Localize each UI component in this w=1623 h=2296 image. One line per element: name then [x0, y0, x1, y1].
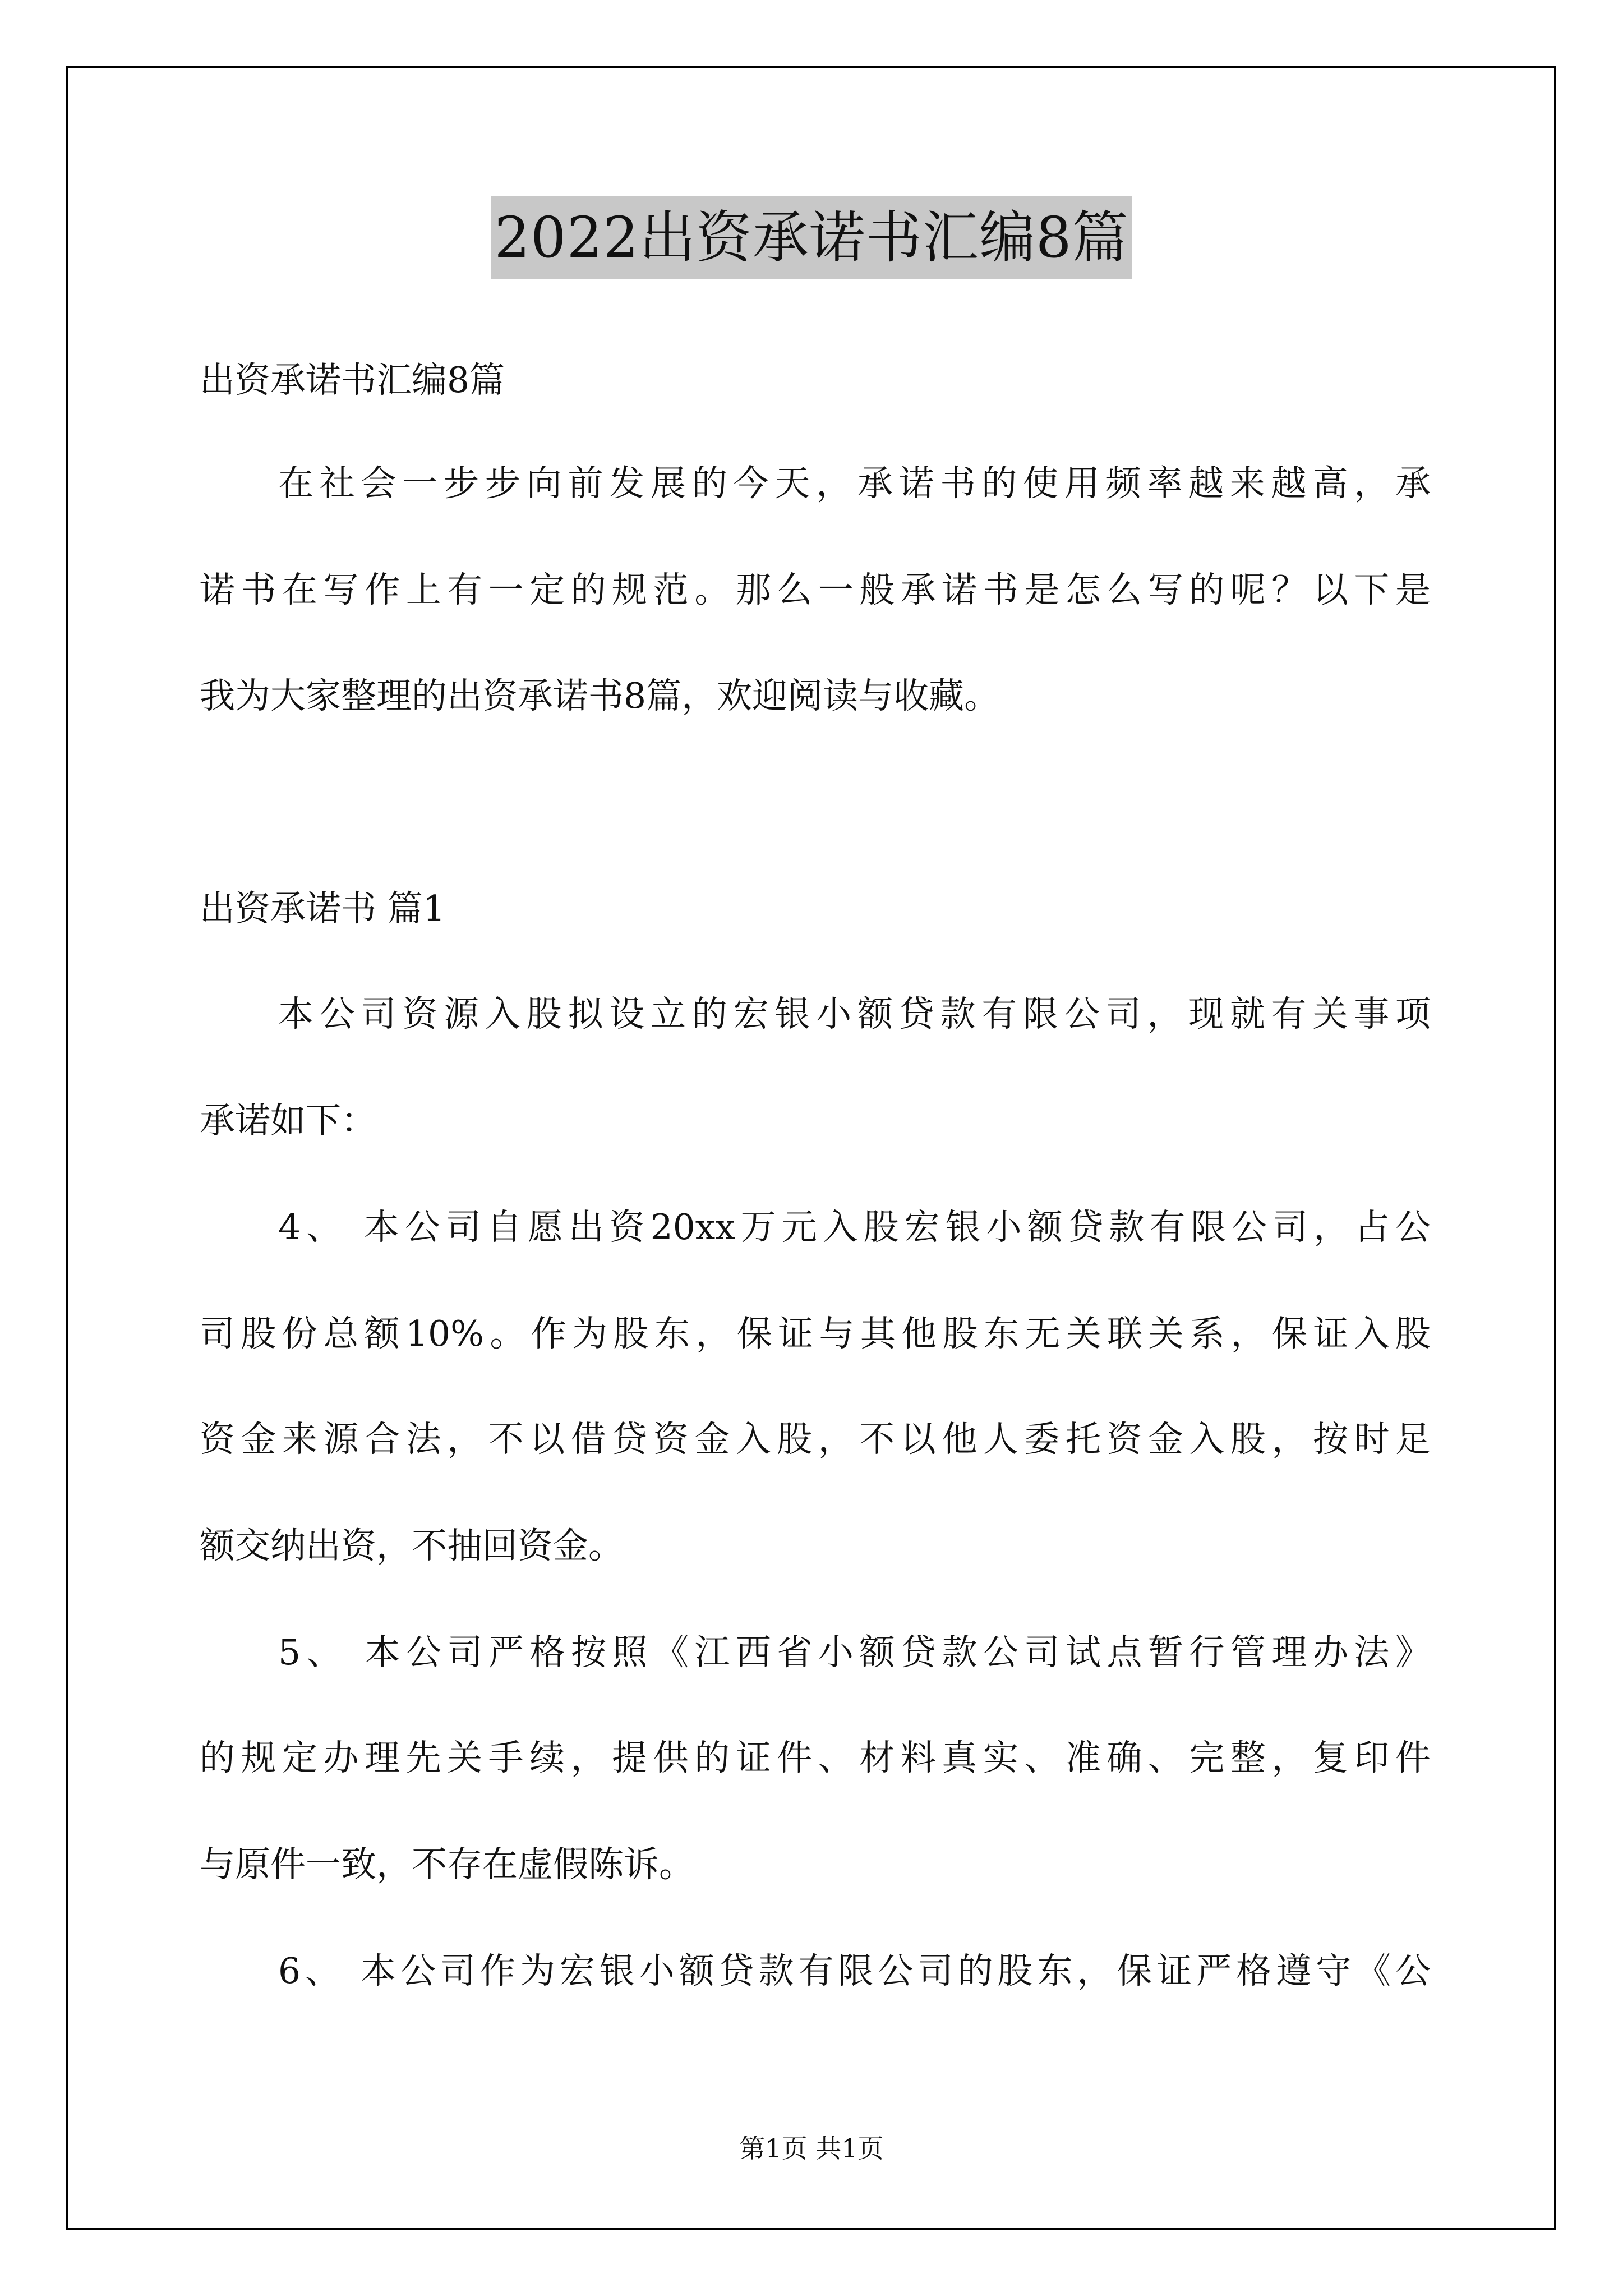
section-heading: 出资承诺书 篇1 [200, 888, 446, 929]
item5-line-1: 5、 本公司严格按照《江西省小额贷款公司试点暂行管理办法》 [278, 1632, 1431, 1673]
section-intro-line-2: 承诺如下： [200, 1100, 376, 1141]
item5-line-2: 的规定办理先关手续，提供的证件、材料真实、准确、完整，复印件 [200, 1737, 1431, 1778]
document-title: 2022出资承诺书汇编8篇 [491, 196, 1132, 279]
page-footer: 第1页 共1页 [739, 2133, 884, 2164]
item4-line-4: 额交纳出资，不抽回资金。 [200, 1525, 624, 1566]
intro-line-2: 诺书在写作上有一定的规范。那么一般承诺书是怎么写的呢？以下是 [200, 569, 1431, 610]
item4-line-1: 4、 本公司自愿出资20xx万元入股宏银小额贷款有限公司，占公 [278, 1207, 1431, 1248]
item4-line-2: 司股份总额10%。作为股东，保证与其他股东无关联关系，保证入股 [200, 1313, 1431, 1354]
item4-line-3: 资金来源合法，不以借贷资金入股，不以他人委托资金入股，按时足 [200, 1419, 1431, 1460]
section-intro-line-1: 本公司资源入股拟设立的宏银小额贷款有限公司，现就有关事项 [278, 993, 1431, 1034]
intro-line-3: 我为大家整理的出资承诺书8篇，欢迎阅读与收藏。 [200, 675, 1000, 716]
document-subtitle: 出资承诺书汇编8篇 [200, 360, 505, 401]
item5-line-3: 与原件一致，不存在虚假陈诉。 [200, 1844, 694, 1885]
item6-line-1: 6、 本公司作为宏银小额贷款有限公司的股东，保证严格遵守《公 [278, 1950, 1431, 1991]
intro-line-1: 在社会一步步向前发展的今天，承诺书的使用频率越来越高，承 [278, 463, 1431, 504]
title-container [0, 196, 1623, 279]
